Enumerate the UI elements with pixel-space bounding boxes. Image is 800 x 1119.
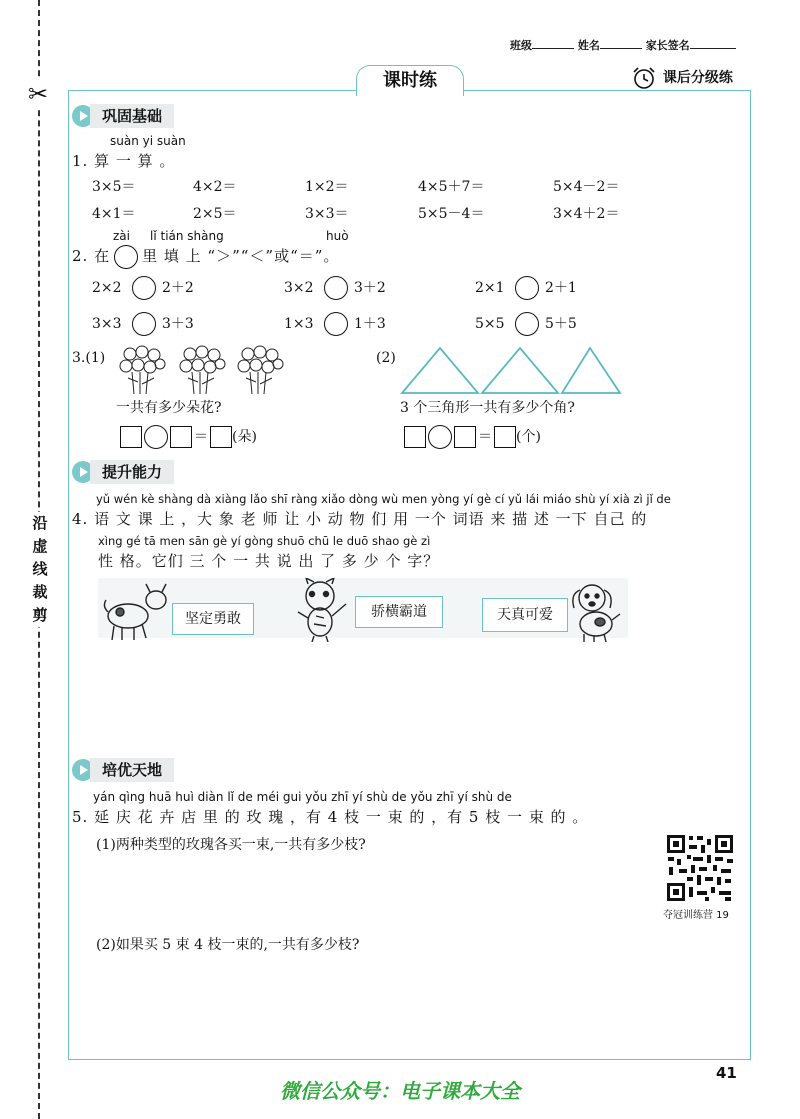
section-improve-label: 提升能力 bbox=[90, 460, 174, 484]
parent-signature-label: 家长签名 bbox=[645, 39, 690, 52]
circle-symbol bbox=[114, 245, 138, 269]
q4-line2: 性 格。它们 三 个 一 共 说 出 了 多 少 个 字？ bbox=[98, 552, 440, 570]
q1-expr: 5×4－2＝ bbox=[553, 179, 620, 195]
answer-box[interactable] bbox=[170, 426, 192, 448]
operator-circle[interactable] bbox=[428, 425, 452, 449]
q1-expr: 3×4＋2＝ bbox=[553, 206, 620, 222]
name-blank[interactable] bbox=[600, 38, 642, 49]
q2-prompt: 2. 在 里 填 上 “＞”“＜”或“＝”。 bbox=[72, 245, 339, 269]
trait-tag: 天真可爱 bbox=[482, 598, 568, 632]
q1-expr: 5×5－4＝ bbox=[418, 206, 485, 222]
answer-circle[interactable] bbox=[324, 276, 348, 300]
answer-circle[interactable] bbox=[324, 312, 348, 336]
section-excel-label: 培优天地 bbox=[90, 758, 174, 782]
q2-item: 2×1 2＋1 bbox=[475, 276, 577, 300]
q1-expr: 3×3＝ bbox=[305, 206, 349, 222]
answer-box[interactable] bbox=[210, 426, 232, 448]
qr-caption: 夺冠训练营 19 bbox=[663, 910, 729, 921]
q2-item: 5×5 5＋5 bbox=[475, 312, 577, 336]
q3-part1-answer: ＝ (朵) bbox=[120, 425, 257, 449]
q5-prompt: 5. 延 庆 花 卉 店 里 的 玫 瑰 ，有 4 枝 一 束 的 ，有 5 枝 一 束 的 。 bbox=[72, 808, 589, 826]
q2-item: 2×2 2＋2 bbox=[92, 276, 194, 300]
class-label: 班级 bbox=[510, 39, 532, 52]
q1-expr: 1×2＝ bbox=[305, 179, 349, 195]
parent-signature-blank[interactable] bbox=[690, 38, 736, 49]
q3-part2-answer: ＝ (个) bbox=[404, 425, 541, 449]
student-fields bbox=[510, 37, 736, 53]
answer-box[interactable] bbox=[494, 426, 516, 448]
q1-prompt: 1. 算 一 算 。 bbox=[72, 152, 176, 170]
operator-circle[interactable] bbox=[144, 425, 168, 449]
answer-box[interactable] bbox=[404, 426, 426, 448]
q4-pinyin: yǔ wén kè shàng dà xiàng lǎo shī ràng xiǎo dòng wù men yòng yí gè cí yǔ lái miáo shù yí xià zì jǐ de bbox=[96, 492, 671, 506]
answer-circle[interactable] bbox=[515, 276, 539, 300]
scissors-icon: ✂ bbox=[28, 80, 52, 108]
cut-char: 虚 bbox=[32, 537, 48, 555]
q5-pinyin: yán qìng huā huì diàn lǐ de méi gui yǒu zhī yí shù de yǒu zhī yí shù de bbox=[93, 790, 512, 804]
footer-watermark: 微信公众号：电子课本大全 bbox=[280, 1079, 520, 1103]
cut-instruction bbox=[30, 512, 50, 627]
cut-char: 沿 bbox=[32, 514, 48, 532]
alarm-clock-icon bbox=[630, 66, 658, 90]
answer-circle[interactable] bbox=[132, 276, 156, 300]
q3-part1-label: 3.(1) bbox=[72, 350, 106, 366]
level-label: 课后分级练 bbox=[630, 66, 733, 90]
q3-part2-label: (2) bbox=[376, 350, 396, 366]
q1-pinyin: suàn yi suàn bbox=[110, 134, 186, 148]
puppy-icon bbox=[568, 580, 624, 642]
q1-expr: 4×1＝ bbox=[92, 206, 136, 222]
answer-box[interactable] bbox=[120, 426, 142, 448]
q2-item: 1×3 1＋3 bbox=[284, 312, 386, 336]
q1-expr: 2×5＝ bbox=[193, 206, 237, 222]
answer-circle[interactable] bbox=[515, 312, 539, 336]
flower-bunches-icon bbox=[116, 344, 286, 396]
triangles-icon bbox=[400, 345, 622, 395]
trait-tag: 坚定勇敢 bbox=[172, 603, 254, 635]
page-title: 课时练 bbox=[356, 65, 464, 96]
cow-icon bbox=[102, 582, 172, 642]
q1-expr: 3×5＝ bbox=[92, 179, 136, 195]
q2-item: 3×2 3＋2 bbox=[284, 276, 386, 300]
q4-line1: 4. 语 文 课 上 ，大 象 老 师 让 小 动 物 们 用 一个 词语 来 描 述 一下 自己 的 bbox=[72, 510, 648, 528]
name-label: 姓名 bbox=[577, 39, 600, 52]
cut-char: 线 bbox=[32, 560, 48, 578]
tiger-icon bbox=[294, 578, 354, 642]
q5-sub2: (2)如果买 5 束 4 枝一束的,一共有多少枝? bbox=[96, 937, 360, 953]
page-number: 41 bbox=[716, 1064, 737, 1082]
q4-pinyin: xìng gé tā men sān gè yí gòng shuō chū le duō shao gè zì bbox=[98, 534, 431, 548]
q2-item: 3×3 3＋3 bbox=[92, 312, 194, 336]
q2-pinyin: lǐ tián shàng bbox=[150, 229, 224, 243]
q1-expr: 4×2＝ bbox=[193, 179, 237, 195]
q5-sub1: (1)两种类型的玫瑰各买一束,一共有多少枝? bbox=[96, 837, 366, 853]
cut-char: 剪 bbox=[32, 606, 48, 624]
qr-code-icon[interactable] bbox=[665, 833, 735, 903]
q1-expr: 4×5＋7＝ bbox=[418, 179, 485, 195]
answer-circle[interactable] bbox=[132, 312, 156, 336]
answer-box[interactable] bbox=[454, 426, 476, 448]
cut-char: 裁 bbox=[32, 583, 48, 601]
q2-pinyin: huò bbox=[326, 229, 349, 243]
q3-part1-question: 一共有多少朵花? bbox=[116, 400, 222, 416]
trait-tag: 骄横霸道 bbox=[355, 596, 443, 628]
q3-part2-question: 3 个三角形一共有多少个角? bbox=[400, 400, 575, 416]
section-basic-label: 巩固基础 bbox=[90, 104, 174, 128]
class-blank[interactable] bbox=[532, 38, 574, 49]
q2-pinyin: zài bbox=[113, 229, 130, 243]
